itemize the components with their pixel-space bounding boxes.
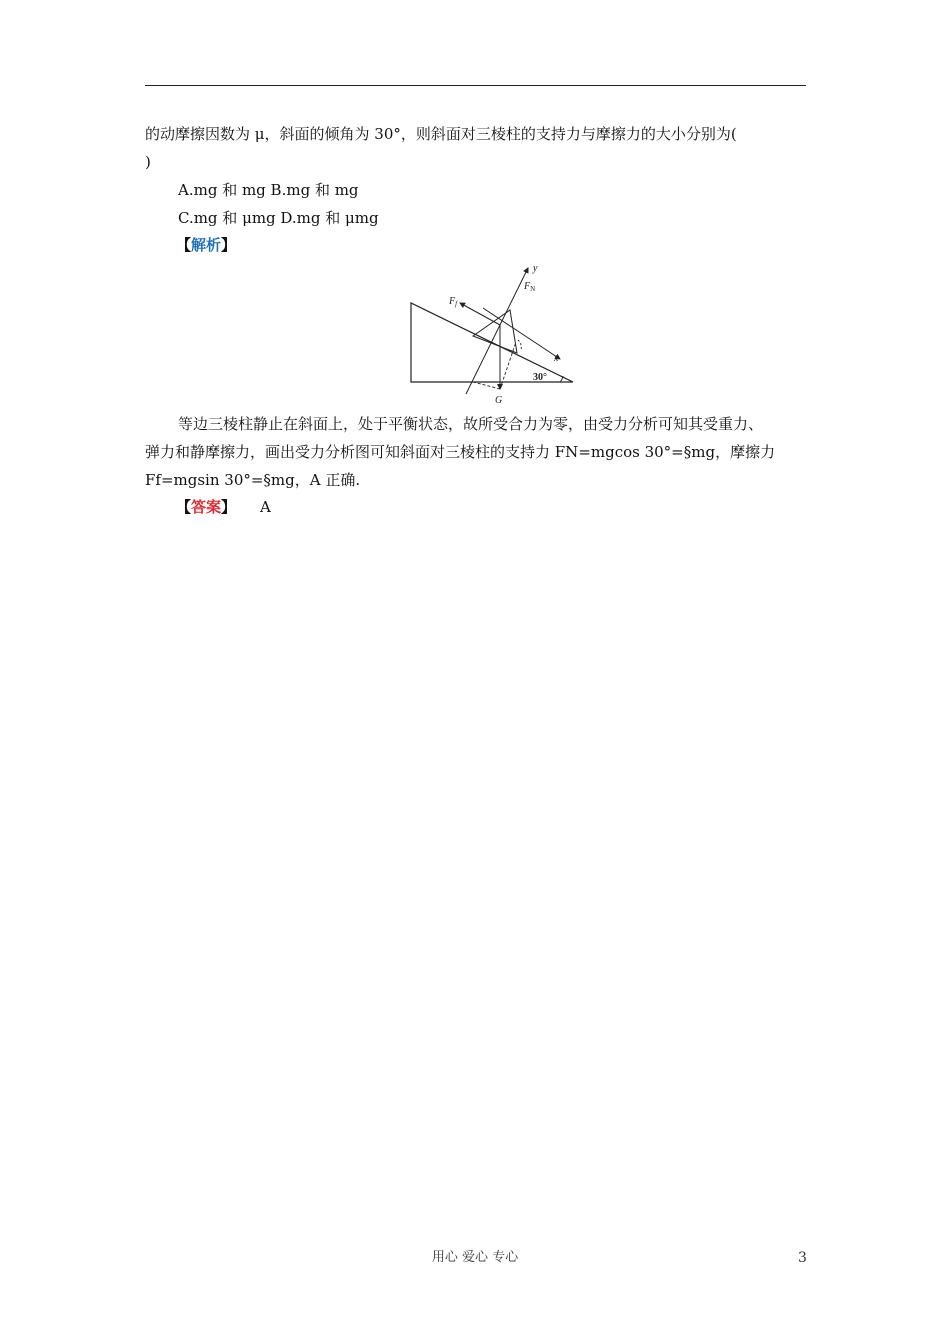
label-fn-main: F <box>524 281 531 292</box>
analysis-line-2: 弹力和静摩擦力，画出受力分析图可知斜面对三棱柱的支持力 FN=mgcos 30°=§mg，摩擦力 <box>145 443 776 461</box>
analysis-label-open: 【 <box>176 236 192 254</box>
label-x: x <box>554 353 559 364</box>
label-ff-sub: f <box>455 300 458 308</box>
answer-label <box>176 497 236 517</box>
label-ff-main: F <box>449 296 456 307</box>
question-line-2: ) <box>145 153 151 171</box>
label-angle: 30° <box>533 372 547 383</box>
question-line-1: 的动摩擦因数为 μ，斜面的倾角为 30°，则斜面对三棱柱的支持力与摩擦力的大小分别为( <box>145 125 737 143</box>
label-ff <box>448 296 458 308</box>
y-axis <box>466 268 528 394</box>
page-number: 3 <box>798 1250 807 1266</box>
answer-label-open: 【 <box>176 498 192 516</box>
header-rule <box>145 85 806 86</box>
label-fn-sub: N <box>530 285 536 293</box>
answer-label-close: 】 <box>221 498 237 516</box>
options-cd: C.mg 和 μmg D.mg 和 μmg <box>178 209 379 227</box>
analysis-label <box>176 235 236 255</box>
label-g: G <box>495 395 503 406</box>
label-y: y <box>533 263 538 274</box>
analysis-label-keyword: 解析 <box>191 236 222 254</box>
friction-arrow <box>460 303 500 325</box>
label-fn <box>523 281 535 293</box>
answer-value: A <box>260 498 271 516</box>
options-ab: A.mg 和 mg B.mg 和 mg <box>178 181 359 199</box>
footer-slogan: 用心 爱心 专心 <box>431 1250 519 1265</box>
force-diagram <box>400 258 584 408</box>
x-axis <box>483 308 560 359</box>
analysis-line-3: Ff=mgsin 30°=§mg，A 正确. <box>145 471 361 489</box>
answer-label-keyword: 答案 <box>191 498 222 516</box>
angle-arc-2 <box>518 340 521 350</box>
incline <box>411 303 573 382</box>
analysis-line-1: 等边三棱柱静止在斜面上，处于平衡状态，故所受合力为零，由受力分析可知其受重力、 <box>178 415 764 433</box>
component-dash-2 <box>473 382 500 389</box>
analysis-label-close: 】 <box>221 236 237 254</box>
